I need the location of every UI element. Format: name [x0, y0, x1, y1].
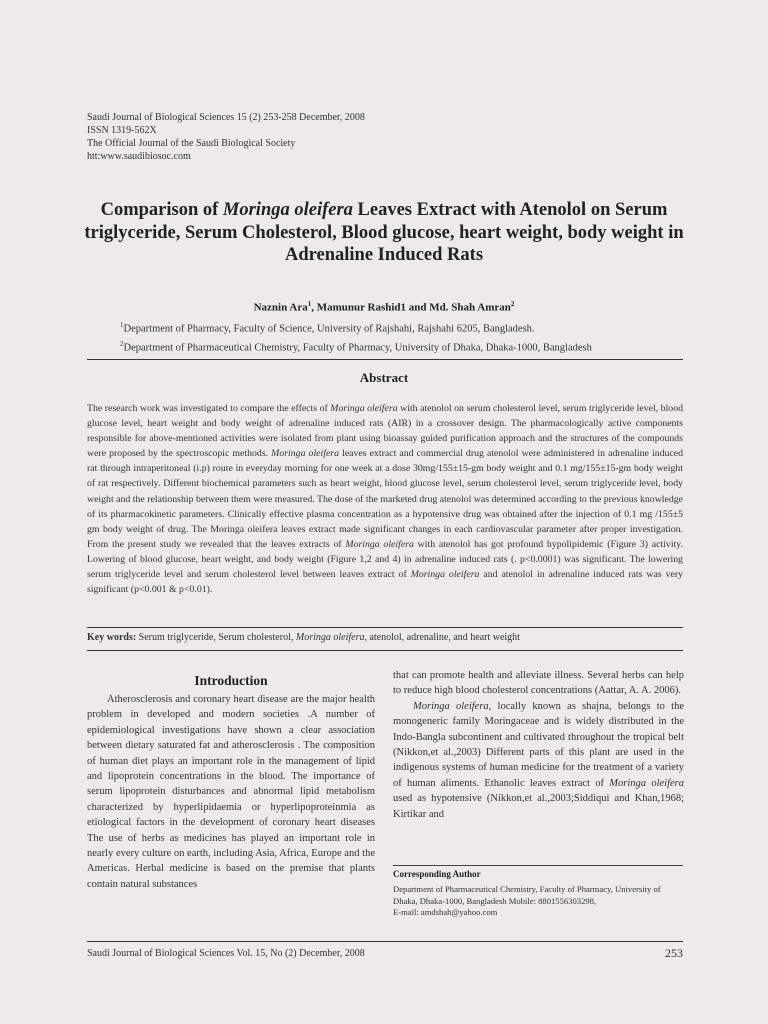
keywords-label: Key words:	[87, 632, 137, 643]
abstract-species-4: Moringa oleifera	[410, 569, 480, 581]
keywords-top-divider	[87, 627, 683, 628]
affiliation-1-text: Department of Pharmacy, Faculty of Science, University of Rajshahi, Rajshahi 6205, Bangladesh.	[123, 323, 535, 335]
affiliation-2	[120, 337, 680, 356]
title-part-1: Comparison of	[100, 200, 223, 220]
page-number: 253	[665, 946, 683, 960]
abstract-text-5: and atenolol in adrenaline induced rats was very significant (p<0.001 & p<0.01).	[87, 569, 683, 596]
abstract-species-3: Moringa oleifera	[345, 538, 414, 550]
title-part-2: Leaves Extract with Atenolol on Serum triglyceride, Serum Cholesterol, Blood glucose, heart weight, body weight in Adrenaline Induced Rats	[84, 200, 684, 265]
keywords-line	[87, 631, 683, 645]
introduction-heading: Introduction	[194, 673, 268, 688]
intro-species-2: Moringa oleifera	[609, 777, 684, 789]
corresponding-divider	[393, 865, 683, 866]
journal-citation: Saudi Journal of Biological Sciences 15 (2) 253-258 December, 2008	[87, 112, 365, 123]
authors-rest: , Mamunur Rashid1 and Md. Shah Amran	[311, 301, 511, 314]
intro-paragraph-2	[393, 699, 684, 822]
header-divider	[87, 359, 683, 360]
abstract-text-4: with atenolol has got profound hypolipidemic (Figure 3) activity. Lowering of blood glucose, heart weight, and body weight (Figure 1,2 and 4) in adrenaline induced rats (. p<0.0001) was significant. The lowering serum triglyceride level and serum cholesterol level between leaves extract of	[87, 538, 683, 581]
journal-url: htt:www.saudibiosoc.com	[87, 151, 191, 162]
intro-paragraph-1-continued: that can promote health and alleviate illness. Several herbs can help to reduce high blood cholesterol concentrations (Aattar, A. A. 2006).	[393, 670, 684, 697]
author-1: Naznin Ara	[253, 301, 308, 314]
paper-title	[80, 199, 688, 267]
keywords-species: Moringa oleifera,	[295, 632, 367, 643]
abstract-text-2: with atenolol on serum cholesterol level, serum triglyceride level, blood glucose level, heart weight and body weight of adrenaline induced rats (AIR) in a crossover design. The pharmacologically active components responsible for above-mentioned activities were isolated from plant using bioassay guided purification approach and the structures of the compounds were proposed by the spectroscopic methods.	[87, 403, 683, 460]
abstract-text-1: The research work was investigated to compare the effects of	[87, 403, 331, 414]
affiliation-2-mark: 2	[120, 339, 124, 348]
corresponding-author-box	[393, 869, 685, 918]
title-species: Moringa oleifera	[222, 200, 353, 220]
footer-divider	[87, 941, 683, 942]
intro-species-1: Moringa oleifera	[413, 700, 489, 712]
author-list	[0, 300, 768, 314]
journal-header	[87, 111, 687, 163]
right-column	[393, 668, 684, 822]
affiliation-2-text: Department of Pharmaceutical Chemistry, Faculty of Pharmacy, University of Dhaka, Dhaka-1000, Bangladesh	[123, 342, 592, 353]
abstract-species-1: Moringa oleifera	[330, 403, 398, 414]
intro-paragraph-2-text: , locally known as shajna, belongs to the monogeneric family Moringaceae and is widely distributed in the Indo-Bangla subcontinent and cultivated throughout the tropical belt (Nikkon,et al.,2003) Different parts of this plant are used in the indigenous systems of human medicine for the treatment of a variety of human aliments. Ethanolic leaves extract of	[393, 700, 684, 789]
corresponding-address: Department of Pharmaceutical Chemistry, Faculty of Pharmacy, University of Dhaka, Dhaka-1000, Bangladesh Mobile: 8801556303298,	[393, 884, 661, 906]
keywords-text-1: Serum triglyceride, Serum cholesterol,	[136, 632, 296, 643]
corresponding-email: E-mail: amdshah@yahoo.com	[393, 906, 498, 917]
author-3-affil-mark: 2	[510, 300, 515, 308]
abstract-text-3: leaves extract and commercial drug atenolol were administered in adrenaline induced rat through intraperitoneal (i.p) route in everyday morning for one week at a dose 30mg/155±15-gm body weight and 0.1 mg/155±15-gm body weight of rat respectively. Different biochemical parameters such as heart weight, blood glucose level, serum cholesterol level, serum triglyceride level, body weight and the relationship between them were measured. The dose of the marketed drug atenolol was determined according to the previous knowledge of its pharmacokinetic parameters. Clinically effective plasma concentration as a hypotensive drug was obtained after the injection of 0.1 mg /155±5 gm body weight of drug. The Moringa oleifera leaves extract made significant changes in each cardiovascular parameter after proper investigation. From the present study we revealed that the leaves extracts of	[87, 448, 683, 550]
intro-paragraph-2-end: used as hypotensive (Nikkon,et al.,2003;Siddiqui and Khan,1968; Kirtikar and	[393, 793, 684, 820]
keywords-text-2: atenolol, adrenaline, and heart weight	[366, 632, 520, 643]
abstract-body	[87, 401, 683, 597]
journal-society: The Official Journal of the Saudi Biological Society	[87, 138, 296, 149]
keywords-bottom-divider	[87, 650, 683, 651]
affiliation-1-mark: 1	[120, 321, 124, 329]
author-1-affil-mark: 1	[307, 300, 312, 308]
left-column	[87, 673, 375, 892]
abstract-heading: Abstract	[359, 370, 409, 385]
affiliation-1	[120, 318, 680, 337]
journal-issn: ISSN 1319-562X	[87, 125, 157, 136]
footer-citation: Saudi Journal of Biological Sciences Vol. 15, No (2) December, 2008	[87, 948, 365, 959]
abstract-species-2: Moringa oleifera	[271, 448, 340, 460]
intro-paragraph-1: Atherosclerosis and coronary heart disease are the major health problem in developed and modern societies .A number of epidemiological investigations have shown a clear association between dietary saturated fat and atherosclerosis . The composition of human diet plays an important role in the management of lipid and lipoprotein concentrations in the blood. The importance of serum lipoprotein disturbances and abnormal lipid metabolism characterized by hyperlipidaemia or hyperlipoproteinmia as etiological factors in the development of coronary heart diseases The use of herbs as medicines has played an important role in nearly every culture on earth, including Asia, Africa, Europe and the Americas. Herbal medicine is based on the premise that plants contain natural substances	[87, 694, 375, 890]
corresponding-title: Corresponding Author	[393, 869, 481, 879]
affiliations	[120, 318, 680, 355]
